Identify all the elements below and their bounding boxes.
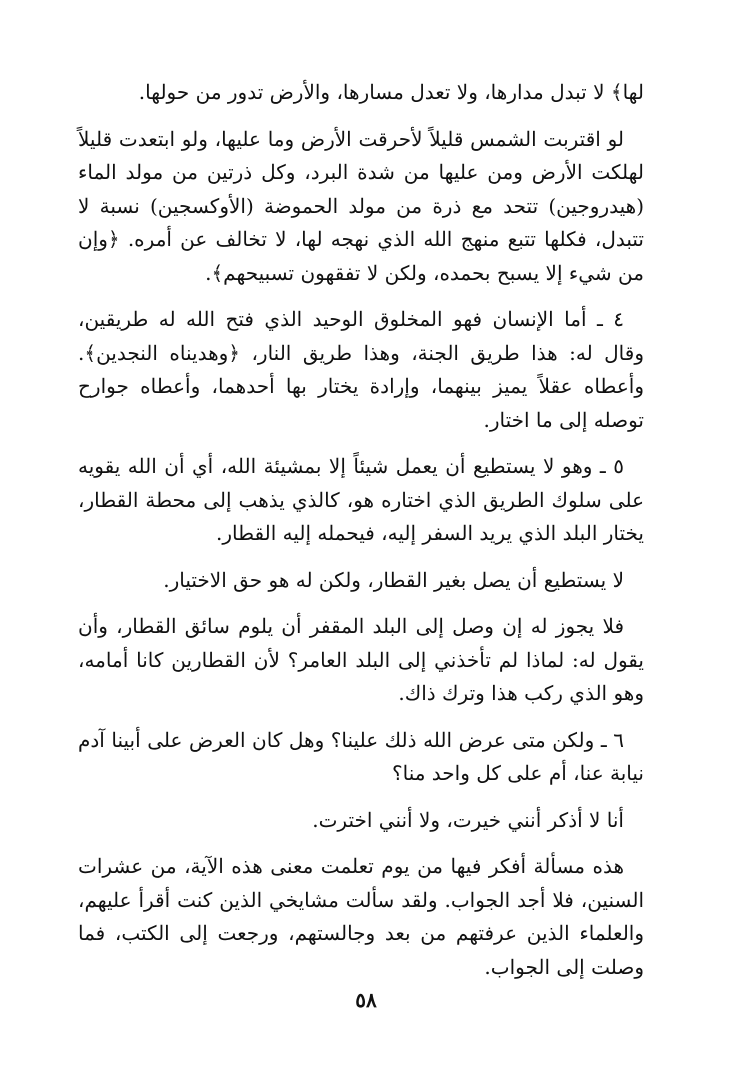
page-body (78, 76, 644, 997)
paragraph: فلا يجوز له إن وصل إلى البلد المقفر أن يلوم سائق القطار، وأن يقول له: لماذا لم تأخذني إلى البلد العامر؟ لأن القطارين كانا أمامه، وهو الذي ركب هذا وترك ذاك. (78, 614, 644, 705)
paragraph: لها﴾ لا تبدل مدارها، ولا تعدل مسارها، والأرض تدور من حولها. (138, 80, 644, 104)
paragraph: ٦ ـ ولكن متى عرض الله ذلك علينا؟ وهل كان العرض على أبينا آدم نيابة عنا، أم على كل واحد منا؟ (78, 727, 644, 785)
paragraph: هذه مسألة أفكر فيها من يوم تعلمت معنى هذه الآية، من عشرات السنين، فلا أجد الجواب. ولقد سألت مشايخي الذين كنت أقرأ عليهم، والعلماء الذين عرفتهم من بعد وجالستهم، ورجعت إلى الكتب، فما وصلت إلى الجواب. (78, 854, 644, 979)
paragraph: ٥ ـ وهو لا يستطيع أن يعمل شيئاً إلا بمشيئة الله، أي أن الله يقويه على سلوك الطريق الذي اختاره هو، كالذي يذهب إلى محطة القطار، يختار البلد الذي يريد السفر إليه، فيحمله إليه القطار. (78, 454, 644, 545)
page-number: ٥٨ (355, 988, 377, 1012)
paragraph: ٤ ـ أما الإنسان فهو المخلوق الوحيد الذي فتح الله له طريقين، وقال له: هذا طريق الجنة، وهذا طريق النار، ﴿وهديناه النجدين﴾. وأعطاه عقلاً يميز بينهما، وإرادة يختار بها أحدهما، وأعطاه جوارح توصله إلى ما اختار. (78, 307, 644, 432)
paragraph: أنا لا أذكر أنني خيرت، ولا أنني اخترت. (312, 807, 624, 832)
paragraph: لا يستطيع أن يصل بغير القطار، ولكن له هو حق الاختيار. (163, 567, 624, 592)
paragraph: لو اقتربت الشمس قليلاً لأحرقت الأرض وما عليها، ولو ابتعدت قليلاً لهلكت الأرض ومن عليها من شدة البرد، وكل ذرتين من مولد الماء (هيدروجين) تتحد مع ذرة من مولد الحموضة (الأوكسجين) نسبة لا تتبدل، فكلها تتبع منهج الله الذي نهجه لها، لا تخالف عن أمره. ﴿وإن من شيء إلا يسبح بحمده، ولكن لا تفقهون تسبيحهم﴾. (78, 126, 644, 285)
